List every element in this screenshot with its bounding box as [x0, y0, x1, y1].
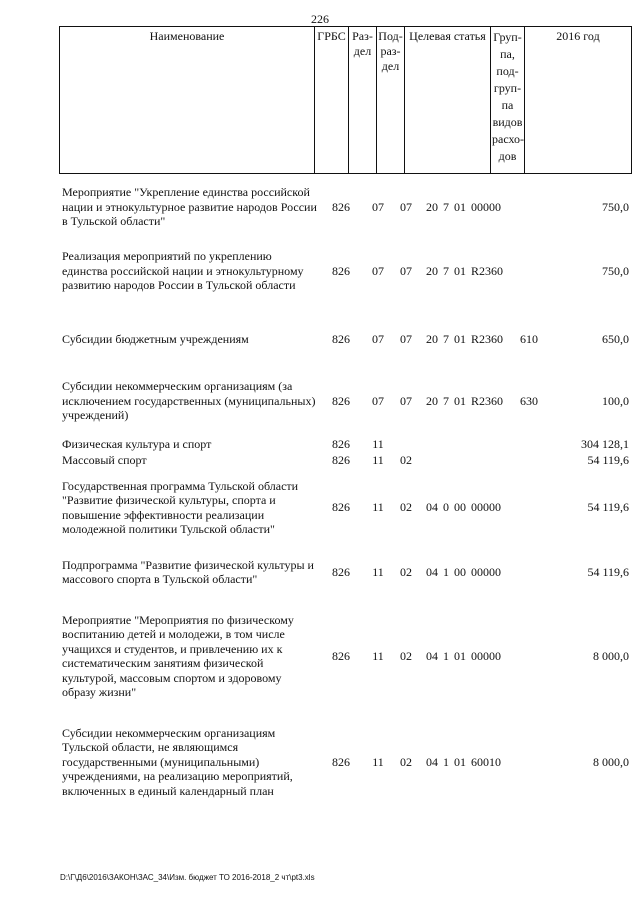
row-name: Субсидии некоммерческим организациям (за исключением государственных (муниципальных) учреждений) — [62, 379, 316, 423]
row-grbs: 826 — [332, 393, 350, 408]
row-sum: 750,0 — [602, 263, 629, 278]
row-name: Государственная программа Тульской области "Развитие физической культуры, спорта и повышение эффективности реализации молодежной политики Тульской области" — [62, 478, 299, 536]
row-podrazdel: 02 — [400, 564, 412, 579]
row-grbs: 826 — [332, 436, 350, 451]
table-row — [59, 240, 631, 302]
row-grbs: 826 — [332, 648, 350, 663]
row-grbs: 826 — [332, 500, 350, 515]
row-grbs: 826 — [332, 754, 350, 769]
row-razdel: 07 — [372, 331, 384, 346]
table-row — [59, 330, 631, 348]
table-row — [59, 378, 631, 424]
row-podrazdel: 02 — [400, 500, 412, 515]
row-razdel: 07 — [372, 263, 384, 278]
table-row — [59, 469, 631, 546]
row-target: 04 1 00 00000 — [426, 564, 501, 579]
row-vid: 630 — [520, 393, 538, 408]
table-row — [59, 548, 631, 596]
row-name: Массовый спорт — [62, 452, 147, 467]
row-target: 20 7 01 00000 — [426, 199, 501, 214]
row-name: Подпрограмма "Развитие физической культуры и массового спорта в Тульской области" — [62, 557, 314, 586]
row-target: 04 0 00 00000 — [426, 500, 501, 515]
table-row — [59, 608, 631, 704]
row-razdel: 11 — [372, 754, 384, 769]
row-podrazdel: 07 — [400, 393, 412, 408]
header-name: Наименование — [60, 27, 315, 174]
row-sum: 304 128,1 — [581, 436, 629, 451]
table-row — [59, 722, 631, 802]
header-razdel: Раз- дел — [349, 27, 377, 174]
row-sum: 100,0 — [602, 393, 629, 408]
row-razdel: 11 — [372, 452, 384, 467]
table-row — [59, 436, 631, 452]
header-podrazdel: Под- раз- дел — [377, 27, 405, 174]
row-vid: 610 — [520, 331, 538, 346]
row-sum: 8 000,0 — [593, 754, 629, 769]
row-target: 20 7 01 R2360 — [426, 331, 504, 346]
row-podrazdel: 02 — [400, 754, 412, 769]
row-grbs: 826 — [332, 199, 350, 214]
row-razdel: 07 — [372, 393, 384, 408]
header-grbs: ГРБС — [315, 27, 349, 174]
page-number: 226 — [311, 12, 329, 26]
row-grbs: 826 — [332, 452, 350, 467]
row-target: 20 7 01 R2360 — [426, 263, 504, 278]
table-row — [59, 452, 631, 468]
row-sum: 54 119,6 — [587, 500, 629, 515]
row-sum: 650,0 — [602, 331, 629, 346]
row-podrazdel: 07 — [400, 263, 412, 278]
row-podrazdel: 02 — [400, 452, 412, 467]
row-razdel: 11 — [372, 648, 384, 663]
row-name: Мероприятие "Укрепление единства российской нации и этнокультурное развитие народов России в Тульской области" — [62, 185, 317, 229]
table-row — [59, 177, 631, 237]
header-year: 2016 год — [525, 27, 632, 174]
row-razdel: 11 — [372, 564, 384, 579]
row-podrazdel: 02 — [400, 648, 412, 663]
header-group: Груп- па, под- груп- па видов расхо- дов — [491, 27, 525, 174]
row-sum: 54 119,6 — [587, 564, 629, 579]
row-name: Субсидии некоммерческим организациям Тульской области, не являющимся государственными (муниципальными) учреждениями, на реализацию мероприятий, включенных в единый календарный план — [62, 725, 293, 798]
header-target: Целевая статья — [405, 27, 491, 174]
row-name: Мероприятие "Мероприятия по физическому воспитанию детей и молодежи, в том числе учащихся и студентов, и привлечению их к систематическим занятиям физической культурой, массовым спортом и здоровому образу жизни" — [62, 612, 294, 699]
row-name: Субсидии бюджетным учреждениям — [62, 331, 249, 346]
row-grbs: 826 — [332, 263, 350, 278]
row-grbs: 826 — [332, 331, 350, 346]
row-razdel: 11 — [372, 500, 384, 515]
row-razdel: 11 — [372, 436, 384, 451]
row-sum: 8 000,0 — [593, 648, 629, 663]
row-target: 04 1 01 60010 — [426, 754, 501, 769]
row-podrazdel: 07 — [400, 199, 412, 214]
row-razdel: 07 — [372, 199, 384, 214]
file-path-footer: D:\Г\Д6\2016\ЗАКОН\ЗАС_34\Изм. бюджет ТО 2016-2018_2 чт\pt3.xls — [60, 873, 315, 882]
row-podrazdel: 07 — [400, 331, 412, 346]
row-sum: 750,0 — [602, 199, 629, 214]
row-grbs: 826 — [332, 564, 350, 579]
row-sum: 54 119,6 — [587, 452, 629, 467]
row-name: Реализация мероприятий по укреплению единства российской нации и этнокультурному развитию народов России в Тульской области — [62, 249, 304, 293]
row-target: 04 1 01 00000 — [426, 648, 501, 663]
row-target: 20 7 01 R2360 — [426, 393, 504, 408]
row-name: Физическая культура и спорт — [62, 436, 212, 451]
